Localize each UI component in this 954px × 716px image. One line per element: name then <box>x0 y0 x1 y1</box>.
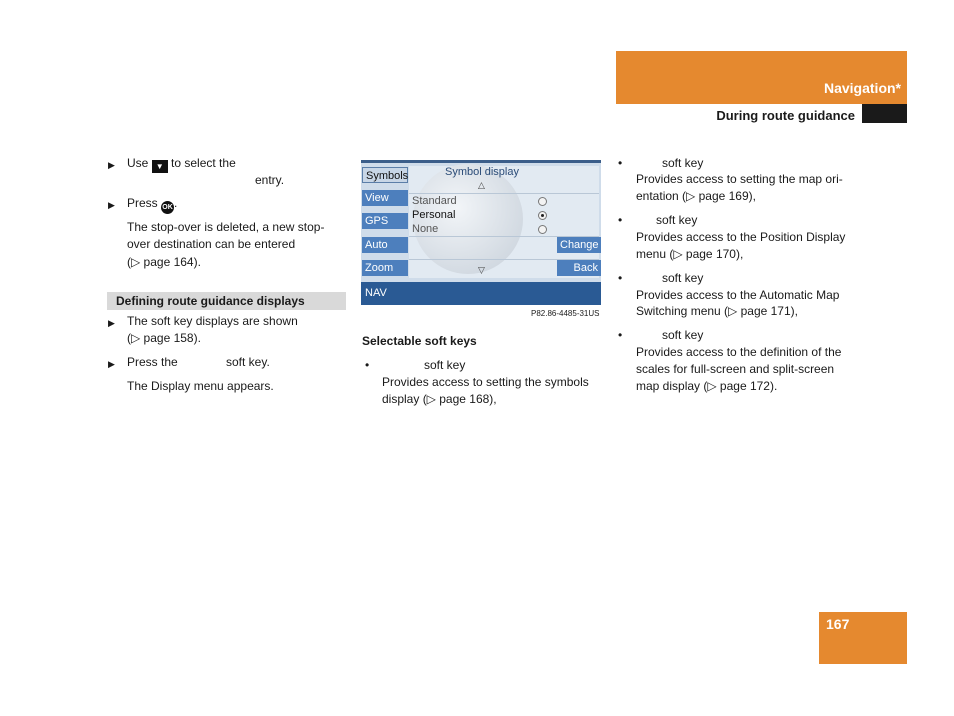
description-line: scales for full-screen and split-screen <box>636 362 835 376</box>
down-arrow-key-icon: ▼ <box>152 160 168 173</box>
bullet-dot-icon: • <box>618 156 623 170</box>
instruction-text: The soft key displays are shown <box>127 314 298 328</box>
option-personal: Personal <box>412 209 456 221</box>
scroll-down-icon: ▽ <box>478 265 485 275</box>
instruction-text: . <box>174 196 178 210</box>
instruction-text: Press <box>127 196 158 210</box>
paragraph-line: The Display menu appears. <box>127 379 274 393</box>
bullet-dot-icon: • <box>365 358 370 372</box>
page-number: 167 <box>826 616 850 632</box>
bullet-dot-icon: • <box>618 271 623 285</box>
description-line: Provides access to the Position Display <box>636 230 846 244</box>
radio-none-icon <box>538 225 547 234</box>
description-line: Provides access to the Automatic Map <box>636 288 840 302</box>
page-reference: (▷ page 158). <box>127 331 201 345</box>
screen-top-border <box>361 160 601 163</box>
page-reference: menu (▷ page 170), <box>636 247 744 261</box>
header-tab-marker <box>862 104 907 123</box>
figure-code: P82.86-4485-31US <box>531 309 600 318</box>
screen-status-bar: NAV <box>361 282 601 305</box>
page-reference: entation (▷ page 169), <box>636 189 756 203</box>
softkey-label: soft key <box>424 358 466 372</box>
radio-personal-selected-icon <box>538 211 547 220</box>
subheading: Selectable soft keys <box>362 334 477 348</box>
softkey-symbols: Symbols <box>362 167 408 183</box>
description-line: Provides access to the definition of the <box>636 345 842 359</box>
paragraph-line: The stop-over is deleted, a new stop- <box>127 220 325 234</box>
softkey-back: Back <box>557 260 601 276</box>
section-subtitle: During route guidance <box>716 108 855 123</box>
softkey-label: soft key <box>662 156 704 170</box>
page-reference: display (▷ page 168), <box>382 392 497 406</box>
option-standard: Standard <box>412 195 457 207</box>
option-none: None <box>412 223 439 235</box>
instruction-text: entry. <box>255 173 285 187</box>
bullet-triangle-icon: ▶ <box>108 318 115 328</box>
display-screenshot <box>361 160 601 305</box>
description-line: Provides access to setting the symbols <box>382 375 589 389</box>
instruction-text: to select the <box>171 156 236 170</box>
bullet-dot-icon: • <box>618 328 623 342</box>
description-line: Provides access to setting the map ori- <box>636 172 843 186</box>
header-banner <box>616 51 907 104</box>
softkey-auto: Auto <box>362 237 408 253</box>
softkey-label: soft key <box>662 271 704 285</box>
instruction-text: Use <box>127 156 149 170</box>
softkey-label: soft key <box>662 328 704 342</box>
ok-button-icon: OK <box>161 201 174 214</box>
softkey-view: View <box>362 190 408 206</box>
bullet-triangle-icon: ▶ <box>108 200 115 210</box>
bullet-dot-icon: • <box>618 213 623 227</box>
page-reference: map display (▷ page 172). <box>636 379 778 393</box>
chapter-title: Navigation* <box>823 80 901 96</box>
softkey-label: soft key <box>656 213 698 227</box>
instruction-text: soft key. <box>226 355 270 369</box>
page-reference: (▷ page 164). <box>127 255 201 269</box>
bullet-triangle-icon: ▶ <box>108 160 115 170</box>
radio-standard-icon <box>538 197 547 206</box>
page-reference: Switching menu (▷ page 171), <box>636 304 798 318</box>
instruction-use <box>127 155 236 173</box>
softkey-zoom: Zoom <box>362 260 408 276</box>
scroll-up-icon: △ <box>478 180 485 190</box>
instruction-press-ok <box>127 195 177 214</box>
section-title: Defining route guidance displays <box>116 294 305 308</box>
paragraph-line: over destination can be entered <box>127 237 296 251</box>
softkey-change: Change <box>557 237 601 253</box>
instruction-text: Press the <box>127 355 178 369</box>
bullet-triangle-icon: ▶ <box>108 359 115 369</box>
screen-title: Symbol display <box>445 166 519 178</box>
softkey-gps: GPS <box>362 213 408 229</box>
